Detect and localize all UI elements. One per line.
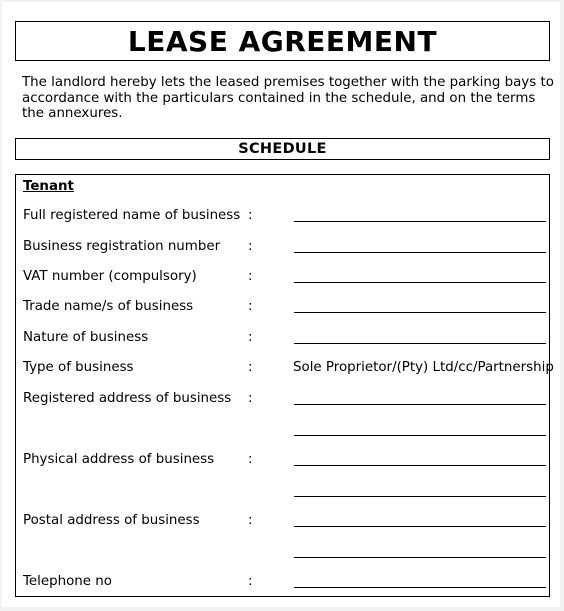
- field-label-nature-of-business: Nature of business: [23, 330, 149, 345]
- field-label-physical-address: Physical address of business: [23, 452, 215, 467]
- full-name-field[interactable]: [294, 221, 546, 222]
- registration-number-field[interactable]: [294, 252, 546, 253]
- schedule-box: [15, 138, 550, 160]
- registered-address-field-line-2[interactable]: [294, 435, 546, 436]
- tenant-heading: Tenant: [23, 179, 74, 194]
- field-colon: :: [248, 299, 253, 314]
- registered-address-field-line-1[interactable]: [294, 404, 546, 405]
- field-label-type-of-business: Type of business: [23, 360, 134, 375]
- intro-line: accordance with the particulars contained in the schedule, and on the terms: [22, 90, 536, 106]
- title-box: [15, 21, 550, 61]
- field-label-vat-number: VAT number (compulsory): [23, 269, 197, 284]
- trade-name-field[interactable]: [294, 312, 546, 313]
- postal-address-field-line-2[interactable]: [294, 557, 546, 558]
- field-label-trade-name: Trade name/s of business: [23, 299, 194, 314]
- field-label-full-name: Full registered name of business: [23, 208, 241, 223]
- schedule-heading: SCHEDULE: [238, 141, 327, 157]
- intro-line: the annexures.: [22, 106, 123, 121]
- postal-address-field-line-1[interactable]: [294, 526, 546, 527]
- document-page: [2, 2, 560, 607]
- vat-number-field[interactable]: [294, 282, 546, 283]
- field-colon: :: [248, 269, 253, 284]
- field-colon: :: [248, 330, 253, 345]
- field-colon: :: [248, 452, 253, 467]
- physical-address-field-line-2[interactable]: [294, 496, 546, 497]
- intro-paragraph: [22, 75, 554, 122]
- field-colon: :: [248, 574, 253, 589]
- field-colon: :: [248, 391, 253, 406]
- field-label-postal-address: Postal address of business: [23, 513, 200, 528]
- field-label-registration-number: Business registration number: [23, 239, 221, 254]
- physical-address-field-line-1[interactable]: [294, 465, 546, 466]
- tenant-form: [15, 174, 554, 597]
- field-colon: :: [248, 239, 253, 254]
- nature-of-business-field[interactable]: [294, 343, 546, 344]
- field-label-registered-address: Registered address of business: [23, 391, 232, 406]
- field-colon: :: [248, 360, 253, 375]
- type-of-business-value[interactable]: Sole Proprietor/(Pty) Ltd/cc/Partnership: [293, 360, 554, 375]
- field-colon: :: [248, 513, 253, 528]
- field-label-telephone: Telephone no: [23, 574, 112, 589]
- intro-line: The landlord hereby lets the leased premises together with the parking bays to: [22, 75, 554, 90]
- field-colon: :: [248, 208, 253, 223]
- document-title: LEASE AGREEMENT: [127, 24, 438, 58]
- telephone-field[interactable]: [294, 587, 546, 588]
